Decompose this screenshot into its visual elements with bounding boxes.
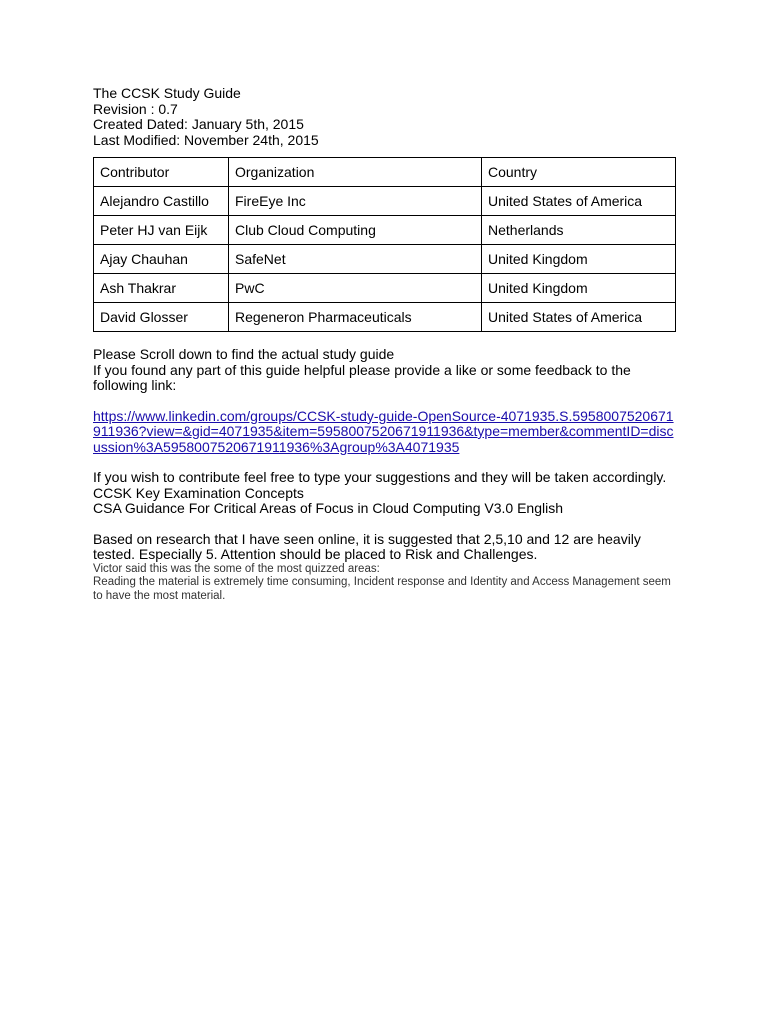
linkedin-feedback-link[interactable]: https://www.linkedin.com/groups/CCSK-study-guide-OpenSource-4071935.S.5958007520671911936?view=&gid=4071935&item=5958007520671911936&type=member&commentID=discussion%3A5958007520671911936%3Agroup%3A4071935 <box>93 407 674 455</box>
revision-line: Revision : 0.7 <box>93 100 178 117</box>
table-row <box>94 303 676 332</box>
contributor-name: Ash Thakrar <box>94 274 229 303</box>
contributor-country: United States of America <box>482 303 676 332</box>
contributor-name: Ajay Chauhan <box>94 245 229 274</box>
contributor-organization: Club Cloud Computing <box>229 216 482 245</box>
contributor-organization: PwC <box>229 274 482 303</box>
key-concepts-heading: CCSK Key Examination Concepts <box>93 484 304 501</box>
contributor-name: Alejandro Castillo <box>94 187 229 216</box>
reading-note: Reading the material is extremely time consuming, Incident response and Identity and Access Management seem to have the most material. <box>93 576 671 602</box>
contributor-name: Peter HJ van Eijk <box>94 216 229 245</box>
contributors-table <box>93 157 676 332</box>
contributor-organization: FireEye Inc <box>229 187 482 216</box>
contributor-country: United Kingdom <box>482 274 676 303</box>
victor-note: Victor said this was the some of the most quizzed areas: <box>93 562 380 575</box>
table-row <box>94 245 676 274</box>
table-row <box>94 216 676 245</box>
document-page <box>93 86 683 603</box>
header-contributor: Contributor <box>94 158 229 187</box>
header-organization: Organization <box>229 158 482 187</box>
contributor-organization: SafeNet <box>229 245 482 274</box>
contributor-country: United States of America <box>482 187 676 216</box>
table-row <box>94 274 676 303</box>
feedback-request: If you found any part of this guide helpful please provide a like or some feedback to the following link: <box>93 361 631 393</box>
created-date-line: Created Dated: January 5th, 2015 <box>93 116 304 132</box>
scroll-note: Please Scroll down to find the actual study guide <box>93 346 395 362</box>
contributor-country: Netherlands <box>482 216 676 245</box>
contributor-name: David Glosser <box>94 303 229 332</box>
table-row <box>94 187 676 216</box>
document-title: The CCSK Study Guide <box>93 85 241 101</box>
contributor-country: United Kingdom <box>482 245 676 274</box>
guidance-title: CSA Guidance For Critical Areas of Focus in Cloud Computing V3.0 English <box>93 500 564 516</box>
table-header-row <box>94 158 676 187</box>
contribute-note: If you wish to contribute feel free to type your suggestions and they will be taken accordingly. <box>93 469 667 485</box>
last-modified-line: Last Modified: November 24th, 2015 <box>93 131 319 148</box>
contributor-organization: Regeneron Pharmaceuticals <box>229 303 482 332</box>
header-country: Country <box>482 158 676 187</box>
research-note: Based on research that I have seen online, it is suggested that 2,5,10 and 12 are heavily tested. Especially 5. Attention should be placed to Risk and Challenges. <box>93 530 641 562</box>
